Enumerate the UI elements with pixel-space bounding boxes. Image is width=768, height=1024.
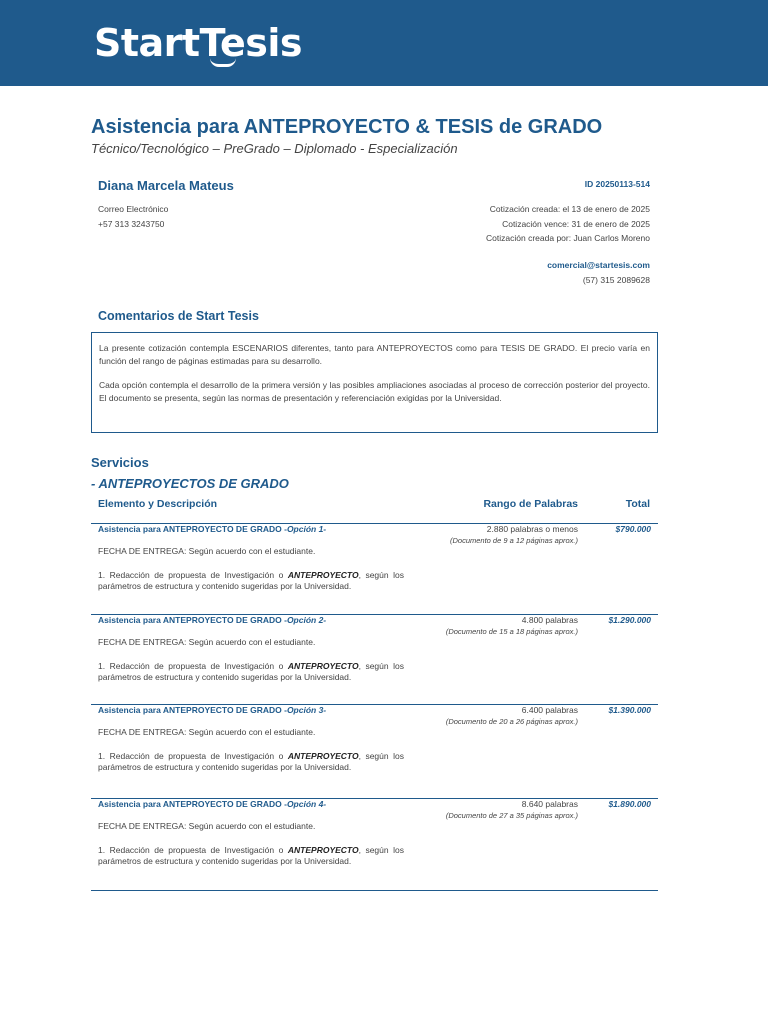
quote-info bbox=[486, 202, 650, 246]
row-name-text: Asistencia para ANTEPROYECTO DE GRADO - bbox=[98, 799, 287, 809]
quote-expires: Cotización vence: 31 de enero de 2025 bbox=[502, 218, 650, 229]
company-contact bbox=[547, 258, 650, 287]
row-desc-bold: ANTEPROYECTO bbox=[287, 661, 359, 671]
table-bottom-rule bbox=[91, 890, 658, 891]
table-row bbox=[91, 704, 658, 794]
table-row bbox=[91, 523, 658, 613]
comments-paragraph-2: Cada opción contempla el desarrollo de la primera versión y las posibles ampliaciones asociadas al proceso de corrección posterior del proyecto. El documento se presenta, según las normas de presentación y referenciación exigidas por la Universidad. bbox=[99, 380, 650, 403]
row-option: Opción 1- bbox=[286, 524, 327, 534]
row-price: $1.290.000 bbox=[608, 615, 651, 625]
row-words: 8.640 palabras bbox=[521, 799, 578, 809]
table-row bbox=[91, 798, 658, 888]
row-desc-after: , según los parámetros de estructura y contenido sugeridas por la Universidad. bbox=[98, 661, 404, 682]
row-desc-bold: ANTEPROYECTO bbox=[287, 570, 359, 580]
row-name bbox=[98, 524, 326, 534]
comments-box bbox=[91, 332, 658, 433]
client-email-label: Correo Electrónico bbox=[98, 204, 169, 214]
row-name-text: Asistencia para ANTEPROYECTO DE GRADO - bbox=[98, 615, 287, 625]
row-name bbox=[98, 615, 326, 625]
row-delivery: FECHA DE ENTREGA: Según acuerdo con el estudiante. bbox=[98, 727, 316, 737]
header-bar bbox=[0, 0, 768, 86]
company-logo bbox=[94, 18, 302, 68]
row-pages: (Documento de 15 a 18 páginas aprox.) bbox=[445, 627, 578, 636]
row-description bbox=[98, 845, 404, 866]
row-desc-before: 1. Redacción de propuesta de Investigación o bbox=[98, 570, 288, 580]
client-phone: +57 313 3243750 bbox=[98, 218, 165, 229]
client-name: Diana Marcela Mateus bbox=[98, 178, 234, 193]
row-name bbox=[98, 705, 326, 715]
table-row bbox=[91, 614, 658, 704]
row-pages: (Documento de 27 a 35 páginas aprox.) bbox=[445, 811, 578, 820]
row-desc-before: 1. Redacción de propuesta de Investigación o bbox=[98, 661, 288, 671]
row-desc-after: , según los parámetros de estructura y contenido sugeridas por la Universidad. bbox=[98, 845, 404, 866]
row-desc-bold: ANTEPROYECTO bbox=[287, 845, 359, 855]
row-desc-after: , según los parámetros de estructura y contenido sugeridas por la Universidad. bbox=[98, 751, 404, 772]
row-option: Opción 2- bbox=[286, 615, 327, 625]
row-words: 4.800 palabras bbox=[521, 615, 578, 625]
row-delivery: FECHA DE ENTREGA: Según acuerdo con el estudiante. bbox=[98, 637, 316, 647]
row-price: $1.390.000 bbox=[608, 705, 651, 715]
row-desc-after: , según los parámetros de estructura y contenido sugeridas por la Universidad. bbox=[98, 570, 404, 591]
comments-paragraph-1: La presente cotización contempla ESCENARIOS diferentes, tanto para ANTEPROYECTOS como para TESIS DE GRADO. El precio varía en función del rango de páginas estimadas para su desarrollo. bbox=[99, 343, 650, 366]
client-info bbox=[98, 202, 168, 231]
contact-email-link[interactable]: comercial@startesis.com bbox=[547, 260, 650, 270]
row-desc-before: 1. Redacción de propuesta de Investigación o bbox=[98, 845, 288, 855]
row-description bbox=[98, 570, 404, 591]
row-delivery: FECHA DE ENTREGA: Según acuerdo con el estudiante. bbox=[98, 821, 316, 831]
quote-id: ID 20250113-514 bbox=[584, 179, 650, 189]
row-name bbox=[98, 799, 326, 809]
row-words: 6.400 palabras bbox=[521, 705, 578, 715]
quote-created: Cotización creada: el 13 de enero de 2025 bbox=[489, 204, 650, 214]
row-delivery: FECHA DE ENTREGA: Según acuerdo con el estudiante. bbox=[98, 546, 316, 556]
column-header-element: Elemento y Descripción bbox=[98, 498, 218, 510]
logo-text: StartTesis bbox=[94, 21, 302, 65]
logo-swoosh bbox=[210, 58, 236, 67]
row-option: Opción 3- bbox=[286, 705, 327, 715]
row-name-text: Asistencia para ANTEPROYECTO DE GRADO - bbox=[98, 524, 287, 534]
row-pages: (Documento de 9 a 12 páginas aprox.) bbox=[450, 536, 578, 545]
row-description bbox=[98, 661, 404, 682]
row-desc-before: 1. Redacción de propuesta de Investigación o bbox=[98, 751, 288, 761]
row-price: $1.890.000 bbox=[608, 799, 651, 809]
row-name-text: Asistencia para ANTEPROYECTO DE GRADO - bbox=[98, 705, 287, 715]
contact-phone: (57) 315 2089628 bbox=[582, 274, 650, 285]
document-subtitle: Técnico/Tecnológico – PreGrado – Diplomado - Especialización bbox=[91, 141, 458, 156]
quote-created-by: Cotización creada por: Juan Carlos Moreno bbox=[486, 233, 650, 243]
section-heading: - ANTEPROYECTOS DE GRADO bbox=[91, 476, 289, 491]
column-header-range: Rango de Palabras bbox=[483, 498, 578, 510]
row-description bbox=[98, 751, 404, 772]
row-words: 2.880 palabras o menos bbox=[486, 524, 578, 534]
row-desc-bold: ANTEPROYECTO bbox=[287, 751, 359, 761]
services-heading: Servicios bbox=[91, 455, 149, 470]
row-option: Opción 4- bbox=[286, 799, 327, 809]
document-title: Asistencia para ANTEPROYECTO & TESIS de GRADO bbox=[91, 116, 603, 138]
comments-heading: Comentarios de Start Tesis bbox=[98, 309, 259, 323]
row-pages: (Documento de 20 a 26 páginas aprox.) bbox=[445, 717, 578, 726]
row-price: $790.000 bbox=[615, 524, 651, 534]
column-header-total: Total bbox=[625, 498, 650, 510]
